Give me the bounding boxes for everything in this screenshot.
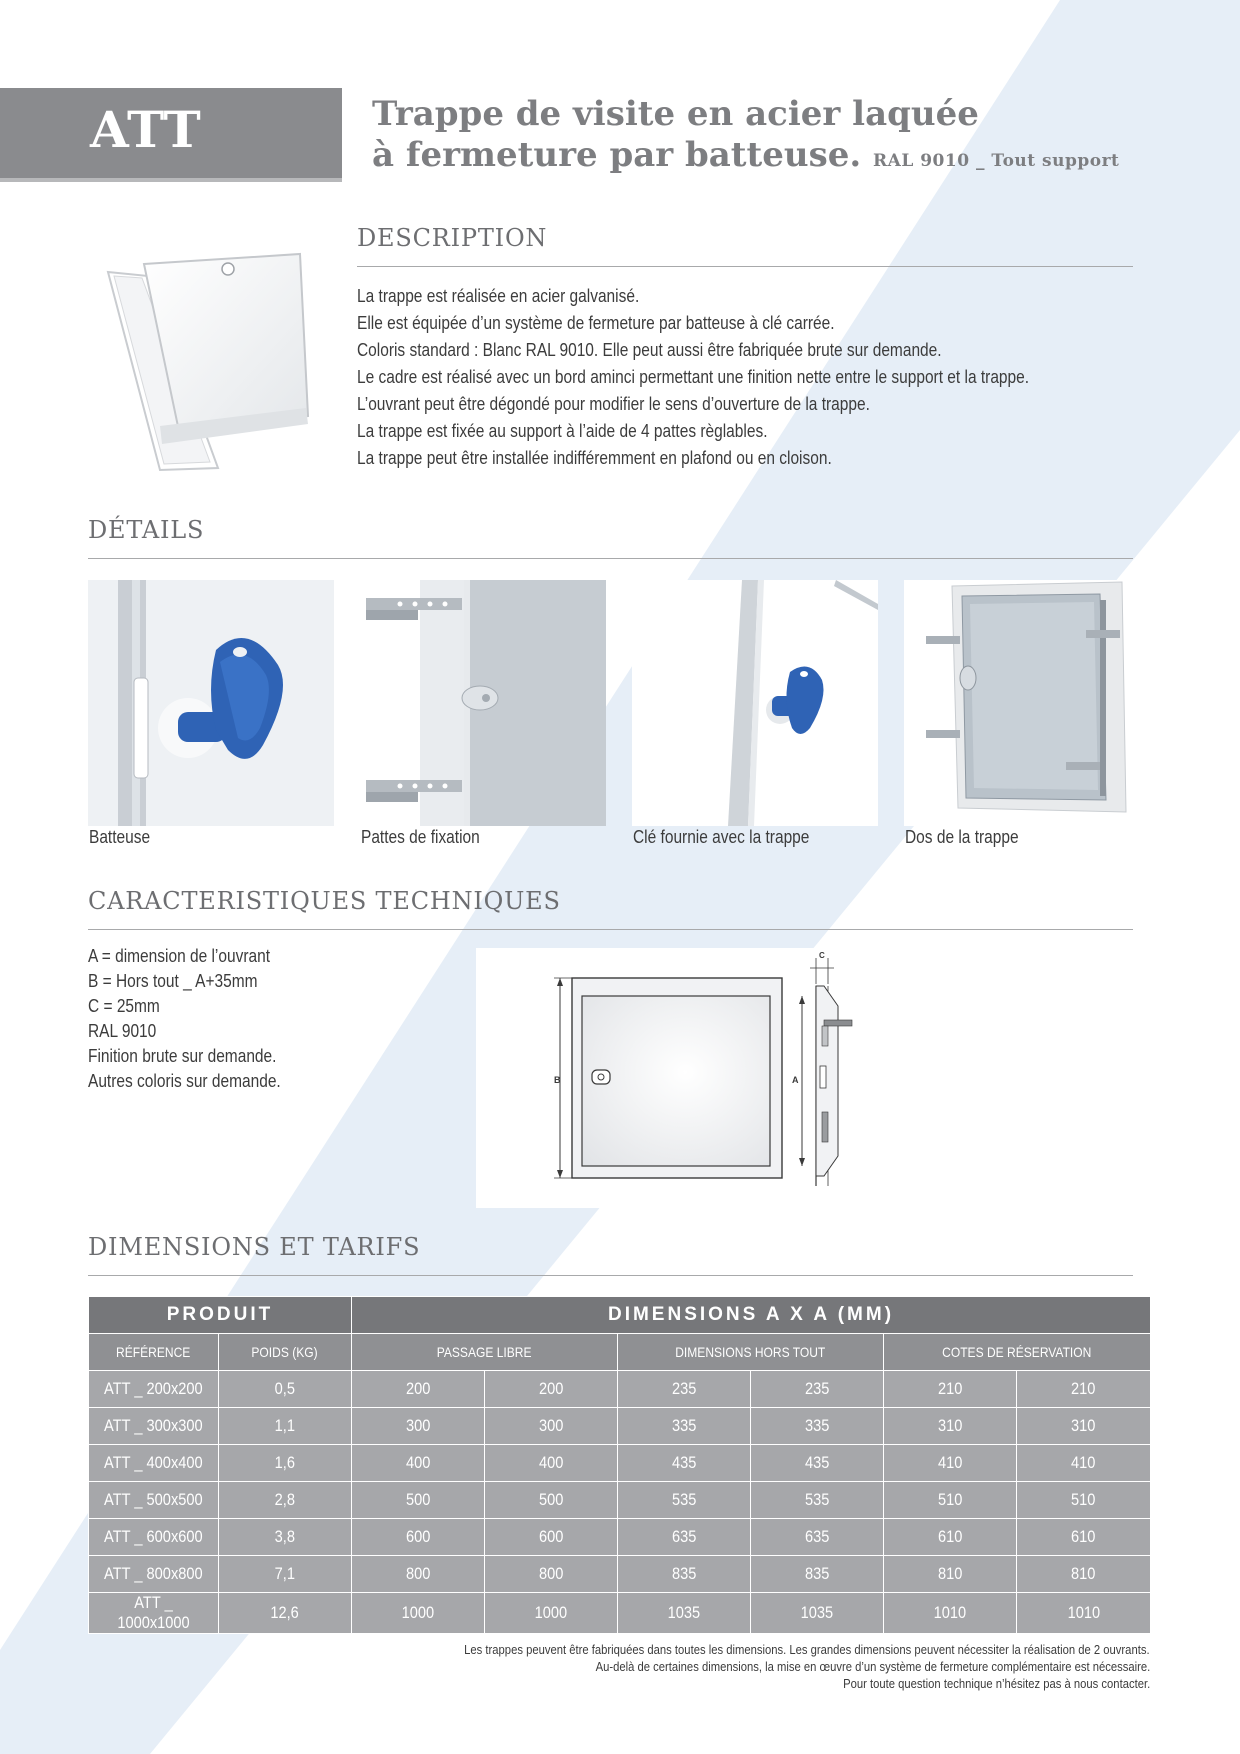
tech-line: Autres coloris sur demande. — [88, 1071, 281, 1091]
description-heading: DESCRIPTION — [357, 224, 548, 252]
table-cell-value: 610 — [1071, 1527, 1096, 1546]
table-cell — [89, 1482, 219, 1519]
table-cell — [352, 1371, 485, 1408]
table-cell-value: 0,5 — [274, 1379, 296, 1398]
table-row — [89, 1556, 1151, 1593]
table-cell-value: 810 — [937, 1564, 963, 1583]
table-cell-value: 535 — [804, 1490, 830, 1509]
table-cell — [751, 1593, 884, 1634]
table-cell-value: 435 — [671, 1453, 697, 1472]
table-cell-value: 235 — [804, 1379, 830, 1398]
dimensions-table — [88, 1296, 1151, 1634]
caption-pattes: Pattes de fixation — [361, 827, 480, 847]
table-cell-value: 310 — [937, 1416, 963, 1435]
table-cell — [884, 1556, 1017, 1593]
table-cell — [618, 1371, 751, 1408]
col-poids-label: POIDS (KG) — [251, 1344, 319, 1360]
description-text — [357, 283, 1138, 472]
table-cell — [89, 1593, 219, 1634]
description-line: Le cadre est réalisé avec un bord aminci permettant une finition nette entre le support et la trappe. — [357, 367, 1030, 387]
table-cell — [485, 1445, 618, 1482]
table-cell — [485, 1593, 618, 1634]
table-cell-value: 335 — [671, 1416, 697, 1435]
table-cell-value: 300 — [538, 1416, 564, 1435]
table-cell — [485, 1371, 618, 1408]
table-cell — [1017, 1408, 1151, 1445]
page-title — [372, 94, 1119, 182]
col-poids — [219, 1334, 352, 1371]
table-cell-value: 800 — [538, 1564, 564, 1583]
table-cell — [1017, 1593, 1151, 1634]
table-cell-value: 610 — [937, 1527, 963, 1546]
photo-cle — [632, 580, 878, 826]
table-cell-value: 500 — [405, 1490, 431, 1509]
table-cell — [219, 1408, 352, 1445]
table-row — [89, 1445, 1151, 1482]
table-cell-value: 500 — [538, 1490, 564, 1509]
table-cell-value: 3,8 — [274, 1527, 296, 1546]
table-cell-value: 2,8 — [274, 1490, 296, 1509]
table-row — [89, 1482, 1151, 1519]
caption-cle: Clé fournie avec la trappe — [633, 827, 810, 847]
table-cell — [751, 1556, 884, 1593]
col-reference-label: RÉFÉRENCE — [116, 1344, 191, 1360]
table-cell-value: 1,1 — [274, 1416, 296, 1435]
tech-heading: CARACTERISTIQUES TECHNIQUES — [88, 887, 561, 915]
footnote: Pour toute question technique n’hésitez pas à nous contacter. — [842, 1677, 1150, 1691]
col-hors-tout-label: DIMENSIONS HORS TOUT — [675, 1344, 826, 1360]
table-cell — [884, 1593, 1017, 1634]
table-cell — [485, 1408, 618, 1445]
table-cell-value: 635 — [671, 1527, 697, 1546]
table-cell — [1017, 1371, 1151, 1408]
table-cell-value: 435 — [804, 1453, 830, 1472]
dimension-label-b: B — [554, 1075, 561, 1085]
table-cell-value: ATT _ 1000x1000 — [117, 1593, 190, 1632]
table-cell — [219, 1445, 352, 1482]
table-cell — [352, 1482, 485, 1519]
table-cell — [618, 1445, 751, 1482]
table-cell-value: 200 — [405, 1379, 431, 1398]
table-cell — [485, 1482, 618, 1519]
table-cell-value: 1010 — [933, 1603, 967, 1622]
table-cell-value: 335 — [804, 1416, 830, 1435]
table-cell — [89, 1519, 219, 1556]
title-line-2-wrap — [372, 135, 1119, 182]
table-cell-value: 410 — [937, 1453, 963, 1472]
col-passage-label: PASSAGE LIBRE — [437, 1344, 532, 1360]
table-row — [89, 1371, 1151, 1408]
table-cell-value: 1000 — [401, 1603, 435, 1622]
details-rule — [88, 558, 1133, 559]
description-line: La trappe peut être installée indifféremment en plafond ou en cloison. — [357, 448, 832, 468]
table-row — [89, 1408, 1151, 1445]
description-line: Elle est équipée d’un système de fermeture par batteuse à clé carrée. — [357, 313, 835, 333]
photo-pattes-de-fixation — [360, 580, 606, 826]
tarifs-heading: DIMENSIONS ET TARIFS — [88, 1233, 421, 1261]
table-cell — [219, 1371, 352, 1408]
table-cell — [485, 1519, 618, 1556]
table-cell-value: 1010 — [1067, 1603, 1100, 1622]
table-cell — [352, 1593, 485, 1634]
table-cell — [751, 1408, 884, 1445]
table-cell-value: 300 — [405, 1416, 431, 1435]
group-produit: PRODUIT — [89, 1297, 352, 1334]
table-cell — [219, 1482, 352, 1519]
table-body — [89, 1371, 1151, 1634]
table-cell-value: 510 — [1071, 1490, 1096, 1509]
table-cell-value: 235 — [671, 1379, 697, 1398]
title-line-2: à fermeture par batteuse. — [372, 135, 862, 175]
table-cell-value: 1035 — [800, 1603, 834, 1622]
table-cell — [1017, 1519, 1151, 1556]
table-cell-value: ATT _ 500x500 — [104, 1490, 203, 1509]
table-cell — [618, 1408, 751, 1445]
table-cell-value: 1035 — [667, 1603, 701, 1622]
col-cotes — [884, 1334, 1151, 1371]
tech-line: C = 25mm — [88, 996, 160, 1016]
table-cell-value: 410 — [1071, 1453, 1096, 1472]
table-cell-value: ATT _ 200x200 — [104, 1379, 203, 1398]
col-passage-libre — [352, 1334, 618, 1371]
table-cell — [751, 1371, 884, 1408]
table-column-header-row — [89, 1334, 1151, 1371]
table-cell-value: 12,6 — [270, 1603, 300, 1622]
table-cell — [751, 1445, 884, 1482]
table-cell-value: 600 — [405, 1527, 431, 1546]
dimension-label-c: C — [819, 951, 825, 960]
table-cell-value: 200 — [538, 1379, 564, 1398]
tech-line: A = dimension de l’ouvrant — [88, 946, 271, 966]
table-cell — [751, 1519, 884, 1556]
caption-batteuse: Batteuse — [89, 827, 151, 847]
photo-dos-de-la-trappe — [904, 580, 1150, 826]
table-cell-value: 510 — [937, 1490, 963, 1509]
table-cell-value: 535 — [671, 1490, 697, 1509]
details-heading: DÉTAILS — [88, 516, 205, 544]
table-cell — [1017, 1445, 1151, 1482]
table-cell — [485, 1556, 618, 1593]
table-cell-value: 810 — [1071, 1564, 1096, 1583]
tech-rule — [88, 929, 1133, 930]
table-cell — [89, 1445, 219, 1482]
table-cell — [352, 1556, 485, 1593]
table-row — [89, 1593, 1151, 1634]
table-cell-value: ATT _ 400x400 — [104, 1453, 203, 1472]
table-cell-value: 400 — [405, 1453, 431, 1472]
table-cell — [618, 1519, 751, 1556]
table-cell-value: 835 — [671, 1564, 697, 1583]
caption-dos: Dos de la trappe — [905, 827, 1019, 847]
table-cell-value: 1,6 — [274, 1453, 296, 1472]
col-reference — [89, 1334, 219, 1371]
table-cell — [884, 1482, 1017, 1519]
group-dimensions: DIMENSIONS A X A (MM) — [352, 1297, 1151, 1334]
table-cell — [219, 1593, 352, 1634]
table-cell-value: 7,1 — [274, 1564, 296, 1583]
photo-batteuse — [88, 580, 334, 826]
product-photo — [100, 248, 310, 474]
dimension-label-a: A — [792, 1075, 799, 1085]
table-cell — [352, 1408, 485, 1445]
tech-line: RAL 9010 — [88, 1021, 157, 1041]
tech-line: B = Hors tout _ A+35mm — [88, 971, 258, 991]
col-hors-tout — [618, 1334, 884, 1371]
table-cell-value: ATT _ 600x600 — [104, 1527, 203, 1546]
description-line: La trappe est fixée au support à l’aide de 4 pattes règlables. — [357, 421, 768, 441]
table-cell — [89, 1556, 219, 1593]
description-line: Coloris standard : Blanc RAL 9010. Elle peut aussi être fabriquée brute sur demande. — [357, 340, 942, 360]
table-cell-value: 210 — [1071, 1379, 1096, 1398]
table-cell — [884, 1519, 1017, 1556]
table-cell — [89, 1408, 219, 1445]
table-cell-value: ATT _ 300x300 — [104, 1416, 203, 1435]
table-cell-value: 1000 — [534, 1603, 568, 1622]
table-cell — [1017, 1482, 1151, 1519]
table-cell — [751, 1482, 884, 1519]
description-line: L’ouvrant peut être dégondé pour modifier le sens d’ouverture de la trappe. — [357, 394, 870, 414]
table-cell — [352, 1519, 485, 1556]
footnote: Les trappes peuvent être fabriquées dans toutes les dimensions. Les grandes dimensions peuvent nécessiter la réalisation de 2 ouvrants. — [464, 1643, 1150, 1657]
table-cell — [89, 1371, 219, 1408]
col-cotes-label: COTES DE RÉSERVATION — [942, 1344, 1092, 1360]
table-cell — [884, 1408, 1017, 1445]
description-rule — [357, 266, 1133, 267]
footnote: Au-delà de certaines dimensions, la mise en œuvre d’un système de fermeture complémentaire est nécessaire. — [595, 1660, 1150, 1674]
table-cell — [618, 1482, 751, 1519]
table-cell — [884, 1371, 1017, 1408]
technical-diagram — [548, 950, 868, 1190]
table-cell-value: ATT _ 800x800 — [104, 1564, 203, 1583]
table-group-header-row — [89, 1297, 1151, 1334]
tarifs-rule — [88, 1275, 1133, 1276]
table-cell — [618, 1593, 751, 1634]
table-cell-value: 310 — [1071, 1416, 1096, 1435]
table-cell-value: 400 — [538, 1453, 564, 1472]
table-cell-value: 800 — [405, 1564, 431, 1583]
table-cell — [1017, 1556, 1151, 1593]
title-subtitle: RAL 9010 _ Tout support — [873, 151, 1120, 171]
title-line-1: Trappe de visite en acier laquée — [372, 94, 979, 134]
table-cell-value: 600 — [538, 1527, 564, 1546]
table-cell — [219, 1519, 352, 1556]
product-code: ATT — [90, 100, 202, 159]
table-cell-value: 835 — [804, 1564, 830, 1583]
table-cell — [884, 1445, 1017, 1482]
tech-line: Finition brute sur demande. — [88, 1046, 277, 1066]
tech-specs — [88, 944, 312, 1094]
description-line: La trappe est réalisée en acier galvanisé. — [357, 286, 640, 306]
table-cell — [352, 1445, 485, 1482]
table-cell — [618, 1556, 751, 1593]
table-cell-value: 635 — [804, 1527, 830, 1546]
table-cell-value: 210 — [937, 1379, 963, 1398]
table-cell — [219, 1556, 352, 1593]
table-row — [89, 1519, 1151, 1556]
